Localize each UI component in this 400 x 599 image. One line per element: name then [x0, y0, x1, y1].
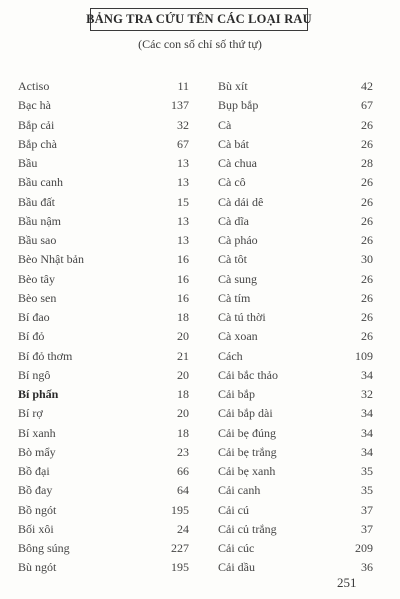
index-entry [18, 193, 189, 212]
index-entry [18, 212, 189, 231]
entry-number: 26 [361, 310, 373, 324]
entry-name: Cà sung [218, 271, 257, 286]
entry-name: Bầu [18, 156, 38, 170]
index-entry [18, 366, 189, 385]
entry-number: 34 [361, 444, 373, 459]
page-subtitle: (Các con số chỉ số thứ tự) [138, 37, 262, 51]
entry-number: 13 [177, 156, 189, 170]
entry-number: 16 [177, 271, 189, 286]
entry-name: Bèo sen [18, 290, 57, 305]
entry-name: Bồ ngót [18, 502, 57, 517]
entry-name: Cách [218, 348, 243, 363]
entry-name: Cà cô [218, 175, 246, 190]
entry-number: 32 [361, 387, 373, 401]
entry-number: 195 [171, 560, 189, 575]
entry-name: Cà tôt [218, 252, 247, 267]
entry-number: 24 [177, 521, 189, 536]
index-entry [218, 250, 373, 269]
entry-number: 42 [361, 79, 373, 93]
entry-number: 26 [361, 213, 373, 228]
index-entry [218, 193, 373, 212]
index-entry [18, 558, 189, 577]
index-entry [18, 96, 189, 115]
index-entry [18, 289, 189, 308]
index-entry [18, 443, 189, 462]
index-entry [18, 481, 189, 500]
index-entry [218, 96, 373, 115]
entry-name: Bèo Nhật bản [18, 252, 84, 267]
entry-number: 16 [177, 252, 189, 267]
entry-name: Cải canh [218, 483, 261, 498]
entry-number: 18 [177, 310, 189, 324]
entry-number: 21 [177, 348, 189, 363]
entry-number: 26 [361, 136, 373, 151]
index-entry [18, 424, 189, 443]
index-entry [218, 289, 373, 308]
index-entry [18, 501, 189, 520]
index-entry [18, 116, 189, 135]
entry-number: 30 [361, 252, 373, 267]
index-entry [218, 308, 373, 327]
index-entry [218, 154, 373, 173]
index-entry [218, 385, 373, 404]
entry-number: 35 [361, 483, 373, 498]
index-entry [218, 539, 373, 558]
entry-number: 137 [171, 98, 189, 113]
entry-name: Cải bắp [218, 387, 255, 401]
entry-name: Cà bát [218, 136, 249, 151]
index-entry [18, 135, 189, 154]
entry-number: 20 [177, 329, 189, 344]
index-entry [18, 250, 189, 269]
page-title: BẢNG TRA CỨU TÊN CÁC LOẠI RAU [90, 8, 308, 31]
entry-number: 18 [177, 387, 189, 401]
entry-number: 15 [177, 194, 189, 209]
index-entry [18, 308, 189, 327]
entry-name: Bồ đay [18, 483, 53, 498]
index-entry [218, 231, 373, 250]
entry-number: 13 [177, 233, 189, 247]
entry-number: 67 [177, 136, 189, 151]
entry-name: Cà chua [218, 156, 257, 170]
entry-name: Cà pháo [218, 233, 258, 247]
index-entry [18, 270, 189, 289]
index-entry [18, 385, 189, 404]
entry-name: Bí đỏ thơm [18, 348, 73, 363]
index-entry [18, 539, 189, 558]
entry-name: Bí phấn [18, 387, 59, 401]
entry-number: 36 [361, 560, 373, 575]
entry-number: 66 [177, 464, 189, 478]
entry-name: Cà tím [218, 290, 251, 305]
entry-name: Cà tú thời [218, 310, 266, 324]
entry-name: Actiso [18, 79, 50, 93]
entry-number: 28 [361, 156, 373, 170]
index-entry [218, 327, 373, 346]
entry-name: Bí ngô [18, 367, 51, 382]
entry-number: 11 [177, 79, 189, 93]
entry-name: Bù ngót [18, 560, 57, 575]
entry-name: Cải dầu [218, 560, 255, 575]
entry-number: 34 [361, 425, 373, 440]
entry-number: 20 [177, 367, 189, 382]
entry-name: Bạc hà [18, 98, 51, 113]
entry-number: 34 [361, 367, 373, 382]
entry-number: 23 [177, 444, 189, 459]
index-entry [218, 424, 373, 443]
index-entry [18, 347, 189, 366]
index-entry [18, 520, 189, 539]
entry-name: Bồ đại [18, 464, 50, 478]
entry-name: Bông súng [18, 541, 70, 555]
entry-number: 26 [361, 194, 373, 209]
entry-name: Bò mẩy [18, 444, 56, 459]
entry-name: Bầu sao [18, 233, 57, 247]
entry-name: Bụp bắp [218, 98, 259, 113]
page-number: 251 [337, 575, 357, 590]
index-entry [218, 366, 373, 385]
entry-number: 37 [361, 521, 373, 536]
entry-number: 64 [177, 483, 189, 498]
entry-name: Bí đao [18, 310, 50, 324]
index-entry [18, 231, 189, 250]
index-entry [18, 173, 189, 192]
entry-name: Bèo tây [18, 271, 55, 286]
index-entry [218, 347, 373, 366]
entry-number: 227 [171, 541, 189, 555]
entry-number: 26 [361, 290, 373, 305]
entry-number: 26 [361, 175, 373, 190]
index-entry [18, 404, 189, 423]
entry-number: 195 [171, 502, 189, 517]
entry-name: Cà dái dê [218, 194, 264, 209]
entry-number: 67 [361, 98, 373, 113]
entry-name: Cải bắc thảo [218, 367, 278, 382]
index-entry [218, 270, 373, 289]
index-entry [218, 501, 373, 520]
entry-name: Bắp chà [18, 136, 57, 151]
entry-number: 13 [177, 175, 189, 190]
index-entry [218, 462, 373, 481]
entry-name: Cải bẹ đúng [218, 425, 276, 440]
index-entry [218, 443, 373, 462]
index-entry [218, 520, 373, 539]
entry-name: Bầu nậm [18, 213, 61, 228]
entry-number: 109 [355, 348, 373, 363]
entry-number: 20 [177, 406, 189, 421]
entry-number: 32 [177, 117, 189, 132]
entry-number: 26 [361, 329, 373, 344]
entry-name: Cà dĩa [218, 213, 249, 228]
index-entry [218, 135, 373, 154]
entry-name: Bí rợ [18, 406, 43, 421]
index-column-left [18, 77, 189, 578]
entry-number: 18 [177, 425, 189, 440]
entry-number: 34 [361, 406, 373, 421]
entry-number: 37 [361, 502, 373, 517]
entry-name: Cải bẹ trắng [218, 444, 277, 459]
entry-number: 35 [361, 464, 373, 478]
index-entry [218, 77, 373, 96]
entry-number: 209 [355, 541, 373, 555]
entry-number: 16 [177, 290, 189, 305]
entry-name: Bầu đất [18, 194, 55, 209]
entry-name: Cải củ trắng [218, 521, 277, 536]
index-column-right [218, 77, 373, 578]
index-entry [218, 116, 373, 135]
index-entry [218, 404, 373, 423]
index-entry [218, 212, 373, 231]
entry-number: 13 [177, 213, 189, 228]
entry-name: Bắp cải [18, 117, 55, 132]
index-entry [18, 327, 189, 346]
index-entry [18, 77, 189, 96]
entry-number: 26 [361, 117, 373, 132]
index-entry [18, 462, 189, 481]
entry-name: Bầu canh [18, 175, 63, 190]
entry-name: Bối xôi [18, 521, 54, 536]
entry-name: Bù xít [218, 79, 248, 93]
index-entry [218, 173, 373, 192]
entry-name: Cải cúc [218, 541, 255, 555]
entry-name: Cà xoan [218, 329, 258, 344]
entry-name: Cà [218, 117, 232, 132]
entry-name: Cải bắp dài [218, 406, 273, 421]
entry-number: 26 [361, 233, 373, 247]
entry-name: Bí xanh [18, 425, 56, 440]
index-entry [218, 481, 373, 500]
entry-name: Cải cú [218, 502, 249, 517]
entry-name: Bí đỏ [18, 329, 45, 344]
index-entry [18, 154, 189, 173]
entry-number: 26 [361, 271, 373, 286]
entry-name: Cải bẹ xanh [218, 464, 276, 478]
